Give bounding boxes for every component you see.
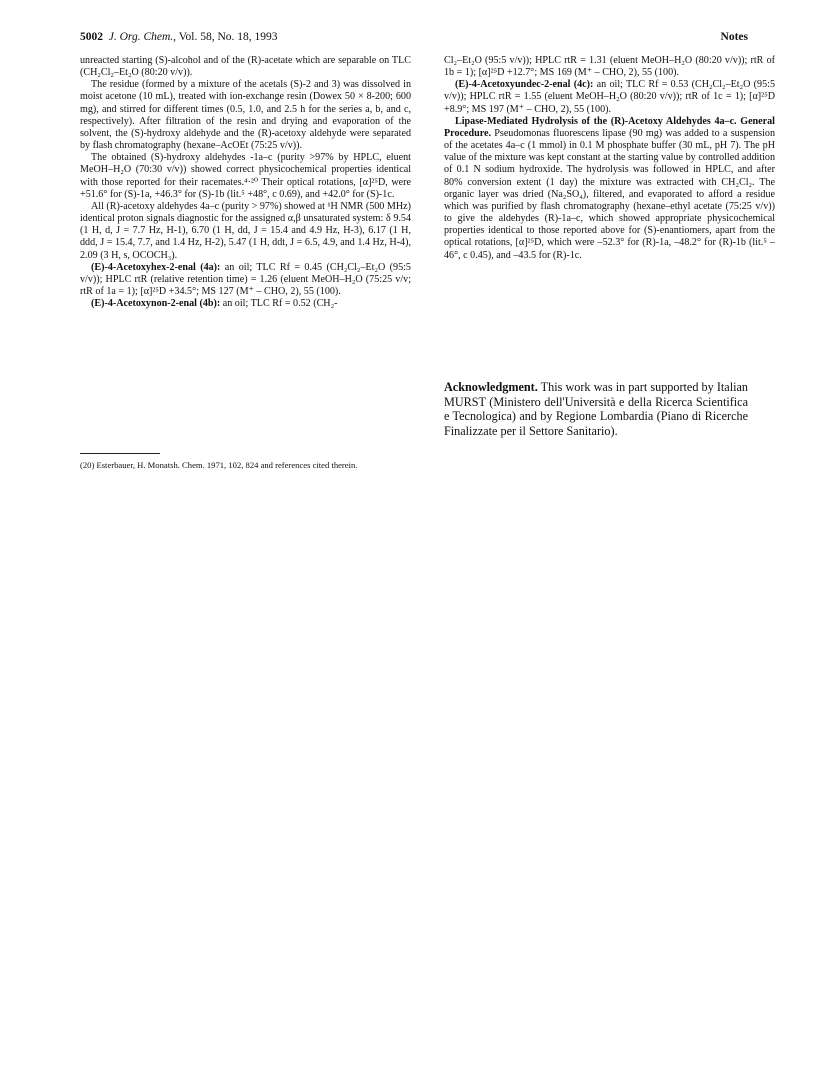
compound-data: an oil; TLC Rf = 0.45 (CH₂Cl₂–Et₂O (95:5 v/v)); HPLC rtR (relative retention time) = 1.26 (eluent MeOH–H₂O (75:25 v/v; rtR of 1a = 1); [α]²⁵D +34.5°; MS 127 (M⁺ – CHO, 2), 55 (100). — [80, 261, 411, 297]
left-column — [80, 55, 411, 310]
compound-data: an oil; TLC Rf = 0.52 (CH₂- — [220, 298, 338, 310]
acknowledgment-text: This work was in part supported by Italian MURST (Ministero dell'Università e della Ricerca Scientifica e Tecnologica) and by Regione Lombardia (Piano di Ricerche Finalizzate per il Settore Sanitario). — [444, 380, 748, 438]
footnote: (20) Esterbauer, H. Monatsh. Chem. 1971, 102, 824 and references cited therein. — [80, 460, 358, 470]
compound-entry-4b — [80, 298, 411, 310]
journal-citation — [80, 31, 278, 43]
compound-entry-4a — [80, 262, 411, 298]
paragraph: unreacted starting (S)-alcohol and of the (R)-acetate which are separable on TLC (CH₂Cl₂–Et₂O (80:20 v/v)). — [80, 55, 411, 79]
right-column — [444, 55, 775, 262]
acknowledgment-heading: Acknowledgment. — [444, 380, 538, 394]
compound-heading: (E)-4-Acetoxynon-2-enal (4b): — [91, 298, 221, 310]
section-name: Notes — [720, 31, 748, 43]
compound-entry-4c — [444, 79, 775, 115]
paragraph: The residue (formed by a mixture of the acetals (S)-2 and 3) was dissolved in moist acetone (10 mL), treated with ion-exchange resin (Dowex 50 × 8-200; 600 mg), and stirred for different times (0.5, 1.0, and 2.5 h for the series a, b, and c, respectively). After filtration of the resin and drying and evaporation of the solvent, the (S)-hydroxy aldehyde and the (R)-acetoxy aldehyde were separated by flash chromatography (hexane–AcOEt (75:25 v/v)). — [80, 79, 411, 152]
procedure-paragraph — [444, 116, 775, 262]
volume-info: Vol. 58, No. 18, 1993 — [178, 31, 278, 43]
footnote-divider — [80, 453, 160, 454]
procedure-heading: Lipase-Mediated Hydrolysis of the (R)-Acetoxy Aldehydes 4a–c. General Procedure. — [444, 115, 775, 139]
paragraph: All (R)-acetoxy aldehydes 4a–c (purity > 97%) showed at ¹H NMR (500 MHz) identical proton signals diagnostic for the assigned α,β unsaturated system: δ 9.54 (1 H, d, J = 7.7 Hz, H-1), 6.70 (1 H, dd, J = 15.4 and 4.9 Hz, H-3), 6.17 (1 H, ddd, J = 15.4, 7.7, and 1.4 Hz, H-2), 5.47 (1 H, ddt, J = 6.5, 4.9, and 1.4 Hz, H-4), 2.09 (3 H, s, OCOCH₃). — [80, 200, 411, 261]
paragraph: The obtained (S)-hydroxy aldehydes -1a–c (purity >97% by HPLC, eluent MeOH–H₂O (70:30 v/v)) showed correct physicochemical properties identical with those reported for their racemates.⁴·²⁰ Their optical rotations, [α]²⁵D, were +51.6° for (S)-1a, +46.3° for (S)-1b (lit.⁵ +48°, c 0.69), and +42.0° for (S)-1c. — [80, 152, 411, 200]
compound-heading: (E)-4-Acetoxyhex-2-enal (4a): — [91, 261, 221, 273]
journal-name: J. Org. Chem., — [108, 31, 177, 43]
page-number: 5002 — [80, 31, 103, 43]
procedure-text: Pseudomonas fluorescens lipase (90 mg) was added to a suspension of the acetates 4a–c (1 mmol) in 0.1 M phosphate buffer (30 mL, pH 7). The pH value of the mixture was kept constant at the starting value by controlled addition of 0.1 N sodium hydroxide. The hydrolysis was followed in HPLC, and after 80% conversion extent (1 day) the mixture was extracted with CH₂Cl₂. The organic layer was dried (Na₂SO₄), filtered, and evaporated to afford a residue which was purified by flash chromatography (hexane–ethyl acetate (75:25 v/v)) to give the aldehydes (R)-1a–c, which showed appropriate physicochemical properties identical to those reported above for (S)-enantiomers, apart from the optical rotations, [α]²⁵D, which were –52.3° for (R)-1a, –48.2° for (R)-1b (lit.⁵ –46°, c 0.45), and –43.5 for (R)-1c. — [444, 127, 775, 261]
running-header — [80, 31, 748, 47]
acknowledgment — [444, 380, 748, 438]
paragraph: Cl₂–Et₂O (95:5 v/v)); HPLC rtR = 1.31 (eluent MeOH–H₂O (80:20 v/v)); rtR of 1b = 1); [α]²⁵D +12.7°; MS 169 (M⁺ – CHO, 2), 55 (100). — [444, 55, 775, 79]
compound-heading: (E)-4-Acetoxyundec-2-enal (4c): — [455, 79, 594, 91]
compound-data: an oil; TLC Rf = 0.53 (CH₂Cl₂–Et₂O (95:5 v/v)); HPLC rtR = 1.55 (eluent MeOH–H₂O (80:20 v/v)); rtR of 1c = 1); [α]²⁵D +8.9°; MS 197 (M⁺ – CHO, 2), 55 (100). — [444, 79, 775, 115]
